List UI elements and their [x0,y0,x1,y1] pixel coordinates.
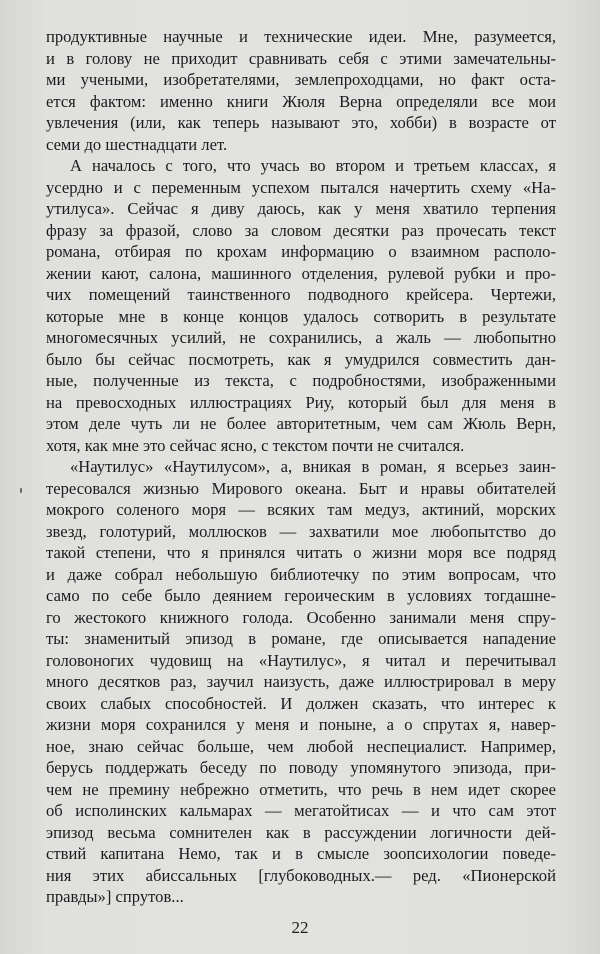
text-line: которые мне в конце концов удалось сотворить в результате [46,306,556,326]
text-line: чем не премину небрежно отметить, что речь в нем идет скорее [46,779,556,799]
text-line: берусь поддержать беседу по поводу упомянутого эпизода, при- [46,758,556,777]
text-line: и в голову не приходит сравнивать себя с этими замечательны- [46,48,556,68]
text-line: головоногих чудовищ на «Наутилус», я читал и перечитывал [46,650,556,670]
text-line: этом деле чуть ли не более авторитетным, чем сам Жюль Верн, [46,414,556,433]
text-line: ми учеными, изобретателями, землепроходцами, но факт оста- [46,70,556,89]
text-line: фразу за фразой, слово за словом десятки раз прочесать текст [46,220,556,240]
page-speck [20,488,22,493]
text-line: жении кают, салона, машинного отделения, рулевой рубки и про- [46,263,556,283]
page-number: 22 [291,918,309,937]
text-line: ное, знаю сейчас больше, чем любой неспециалист. Например, [46,736,556,756]
text-line: жизни моря сохранился у меня и поныне, а о спрутах я, навер- [46,715,556,734]
text-line: «Наутилус» «Наутилусом», а, вникая в роман, я всерьез заин- [70,457,556,476]
text-line: чих помещений таинственного подводного крейсера. Чертежи, [46,285,556,304]
text-line: ется фактом: именно книги Жюля Верна определяли все мои [46,91,556,111]
body-text [46,26,556,908]
text-line: утилуса». Сейчас я диву даюсь, как у меня хватило терпения [46,199,556,218]
text-line: А началось с того, что учась во втором и третьем классах, я [70,156,556,175]
text-line: тересовался жизнью Мирового океана. Быт и нравы обитателей [46,478,556,498]
paragraph [46,26,556,155]
text-line: такой степени, что я принялся читать о жизни моря все подряд [46,543,556,562]
text-line: ствий капитана Немо, так и в смысле зоопсихологии поведе- [46,844,556,863]
text-line: усердно и с переменным успехом пытался начертить схему «На- [46,177,556,197]
text-line: увлечения (или, как теперь называют это, хобби) в возрасте от [46,113,556,132]
text-line: правды»] спрутов... [46,887,184,906]
text-line: семи до шестнадцати лет. [46,134,228,154]
paragraph [46,456,556,908]
text-line: много десятков раз, заучил наизусть, даже иллюстрировал в меру [46,672,556,691]
text-line: было бы сейчас посмотреть, как я умудрился совместить дан- [46,349,556,369]
text-line: ты: знаменитый эпизод в романе, где описывается нападение [46,629,556,648]
text-line: ные, полученные из текста, с подробностями, изображенными [46,371,556,390]
text-line: эпизод весьма сомнителен как в рассуждении логичности дей- [46,822,556,842]
text-line: романа, отбирая по крохам информацию о взаимном располо- [46,242,556,261]
text-line: хотя, как мне это сейчас ясно, с текстом почти не считался. [46,435,465,455]
text-line: об исполинских кальмарах — мегатойтисах — и что сам этот [46,801,556,820]
text-line: и даже собрал небольшую библиотечку по этим вопросам, что [46,564,556,584]
text-line: продуктивные научные и технические идеи. Мне, разумеется, [46,27,556,46]
text-line: мокрого соленого моря — всяких там медуз, актиний, морских [46,500,556,519]
text-line: ния этих абиссальных [глубоководных.— ред. «Пионерской [46,865,556,885]
text-line: само по себе было деянием героическим в условиях тогдашне- [46,586,556,605]
text-line: на превосходных иллюстрациях Риу, который был для меня в [46,392,556,412]
text-line: многомесячных усилий, не сохранились, а жаль — любопытно [46,328,556,347]
text-line: своих слабых способностей. И должен сказать, что интерес к [46,693,556,713]
text-line: звезд, голотурий, моллюсков — захватили мое любопытство до [46,521,556,541]
text-line: го жестокого книжного голода. Особенно занимали меня спру- [46,607,556,627]
paragraph [46,155,556,456]
